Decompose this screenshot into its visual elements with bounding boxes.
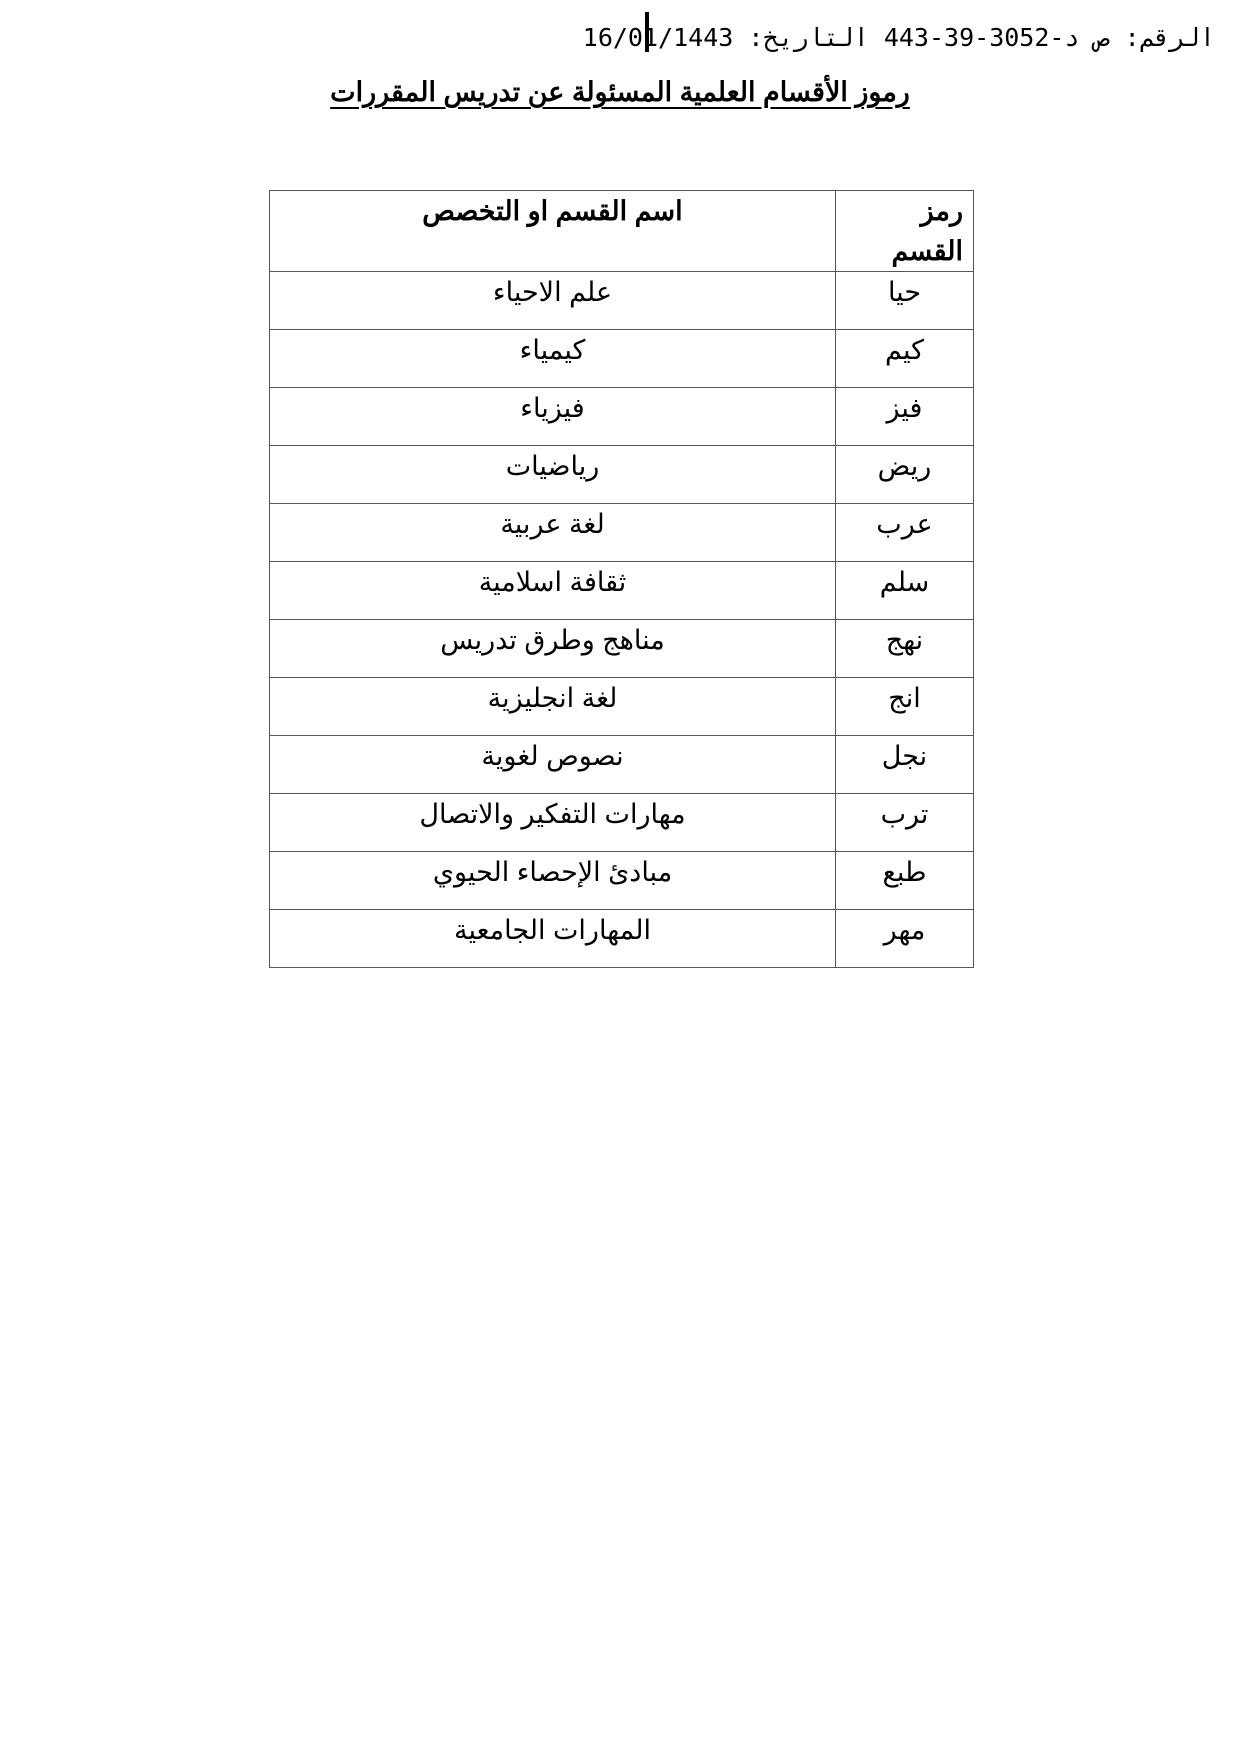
table-row xyxy=(270,736,974,794)
department-code: ترب xyxy=(836,794,974,852)
table-row xyxy=(270,910,974,968)
department-name: فيزياء xyxy=(270,388,836,446)
department-name: مناهج وطرق تدريس xyxy=(270,620,836,678)
table-row xyxy=(270,794,974,852)
department-code: نجل xyxy=(836,736,974,794)
page-title: رموز الأقسام العلمية المسئولة عن تدريس المقررات xyxy=(330,77,910,107)
department-name: لغة انجليزية xyxy=(270,678,836,736)
department-name: مبادئ الإحصاء الحيوي xyxy=(270,852,836,910)
department-code: فيز xyxy=(836,388,974,446)
department-code: ريض xyxy=(836,446,974,504)
department-name: نصوص لغوية xyxy=(270,736,836,794)
department-code: نهج xyxy=(836,620,974,678)
column-header-name: اسم القسم او التخصص xyxy=(270,191,836,272)
reference-number-date: الرقم: ص د-3052-39-443 التاريخ: 16/01/1443 xyxy=(582,23,1215,52)
table-row xyxy=(270,388,974,446)
department-codes-table xyxy=(269,190,974,968)
department-name: ثقافة اسلامية xyxy=(270,562,836,620)
department-code: سلم xyxy=(836,562,974,620)
table-row xyxy=(270,330,974,388)
table-row xyxy=(270,446,974,504)
table-header-row xyxy=(270,191,974,272)
table-row xyxy=(270,852,974,910)
department-code: مهر xyxy=(836,910,974,968)
department-name: رياضيات xyxy=(270,446,836,504)
department-code: انج xyxy=(836,678,974,736)
table-row xyxy=(270,620,974,678)
department-name: مهارات التفكير والاتصال xyxy=(270,794,836,852)
column-header-code: رمز القسم xyxy=(836,191,974,272)
table-row xyxy=(270,504,974,562)
department-code: عرب xyxy=(836,504,974,562)
table-row xyxy=(270,272,974,330)
table-row xyxy=(270,562,974,620)
department-code: طبع xyxy=(836,852,974,910)
department-name: علم الاحياء xyxy=(270,272,836,330)
department-code: كيم xyxy=(836,330,974,388)
department-name: المهارات الجامعية xyxy=(270,910,836,968)
table-row xyxy=(270,678,974,736)
department-name: لغة عربية xyxy=(270,504,836,562)
department-name: كيمياء xyxy=(270,330,836,388)
department-code: حيا xyxy=(836,272,974,330)
